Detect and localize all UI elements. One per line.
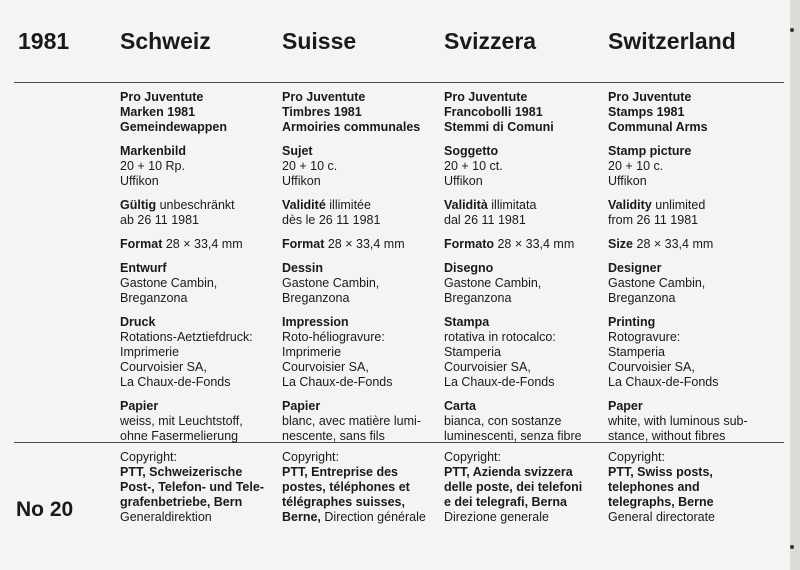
title-block: Pro Juventute Stamps 1981 Communal Arms (608, 90, 708, 134)
printing-block: Impression Roto-héliogravure: Imprimerie Courvoisier SA, La Chaux-de-Fonds (282, 315, 393, 389)
title-block: Pro Juventute Timbres 1981 Armoiries communales (282, 90, 421, 134)
validity-block: Validité illimitée dès le 26 11 1981 (282, 198, 381, 227)
copyright-de: Copyright: PTT, Schweizerische Post-, Telefon- und Tele- grafenbetriebe, Bern Generaldirektion (120, 450, 264, 524)
title-block: Pro Juventute Francobolli 1981 Stemmi di Comuni (444, 90, 554, 134)
column-fr (282, 90, 442, 453)
format-block: Formato 28 × 33,4 mm (444, 237, 575, 251)
validity-block: Validity unlimited from 26 11 1981 (608, 198, 706, 227)
column-de (120, 90, 280, 453)
title-block: Pro Juventute Marken 1981 Gemeindewappen (120, 90, 227, 134)
printing-block: Druck Rotations-Aetztiefdruck: Imprimerie Courvoisier SA, La Chaux-de-Fonds (120, 315, 253, 389)
heading-it: Svizzera (444, 28, 537, 54)
designer-block: Entwurf Gastone Cambin, Breganzona (120, 261, 218, 305)
designer-block: Disegno Gastone Cambin, Breganzona (444, 261, 542, 305)
designer-block: Designer Gastone Cambin, Breganzona (608, 261, 706, 305)
validity-block: Gültig unbeschränkt ab 26 11 1981 (120, 198, 235, 227)
copyright-it: Copyright: PTT, Azienda svizzera delle poste, dei telefoni e dei telegrafi, Berna Direzione generale (444, 450, 583, 524)
card-number: No 20 (16, 498, 74, 521)
punch-hole-top (790, 28, 794, 32)
top-rule (14, 82, 784, 83)
stamp-picture-block: Markenbild 20 + 10 Rp. Uffikon (120, 144, 186, 188)
format-block: Format 28 × 33,4 mm (282, 237, 405, 251)
printing-block: Stampa rotativa in rotocalco: Stamperia Courvoisier SA, La Chaux-de-Fonds (444, 315, 556, 389)
format-block: Size 28 × 33,4 mm (608, 237, 714, 251)
paper-block: Paper white, with luminous sub- stance, without fibres (608, 399, 748, 443)
copyright-fr: Copyright: PTT, Entreprise des postes, téléphones et télégraphes suisses, Berne, Direction générale (282, 450, 426, 524)
heading-en: Switzerland (608, 28, 736, 54)
paper-block: Papier weiss, mit Leuchtstoff, ohne Fasermelierung (120, 399, 243, 443)
stamp-picture-block: Soggetto 20 + 10 ct. Uffikon (444, 144, 503, 188)
column-en (608, 90, 768, 453)
format-block: Format 28 × 33,4 mm (120, 237, 243, 251)
printing-block: Printing Rotogravure: Stamperia Courvoisier SA, La Chaux-de-Fonds (608, 315, 719, 389)
stamp-picture-block: Sujet 20 + 10 c. Uffikon (282, 144, 338, 188)
heading-de: Schweiz (120, 28, 211, 54)
validity-block: Validità illimitata dal 26 11 1981 (444, 198, 537, 227)
card-edge (790, 0, 800, 570)
designer-block: Dessin Gastone Cambin, Breganzona (282, 261, 380, 305)
column-it (444, 90, 604, 453)
copyright-en: Copyright: PTT, Swiss posts, telephones and telegraphs, Berne General directorate (608, 450, 716, 524)
punch-hole-bottom (790, 545, 794, 549)
paper-block: Papier blanc, avec matière lumi- nescente, sans fils (282, 399, 421, 443)
paper-block: Carta bianca, con sostanze luminescenti, senza fibre (444, 399, 582, 443)
stamp-picture-block: Stamp picture 20 + 10 c. Uffikon (608, 144, 692, 188)
heading-fr: Suisse (282, 28, 357, 54)
year-heading: 1981 (18, 28, 70, 54)
